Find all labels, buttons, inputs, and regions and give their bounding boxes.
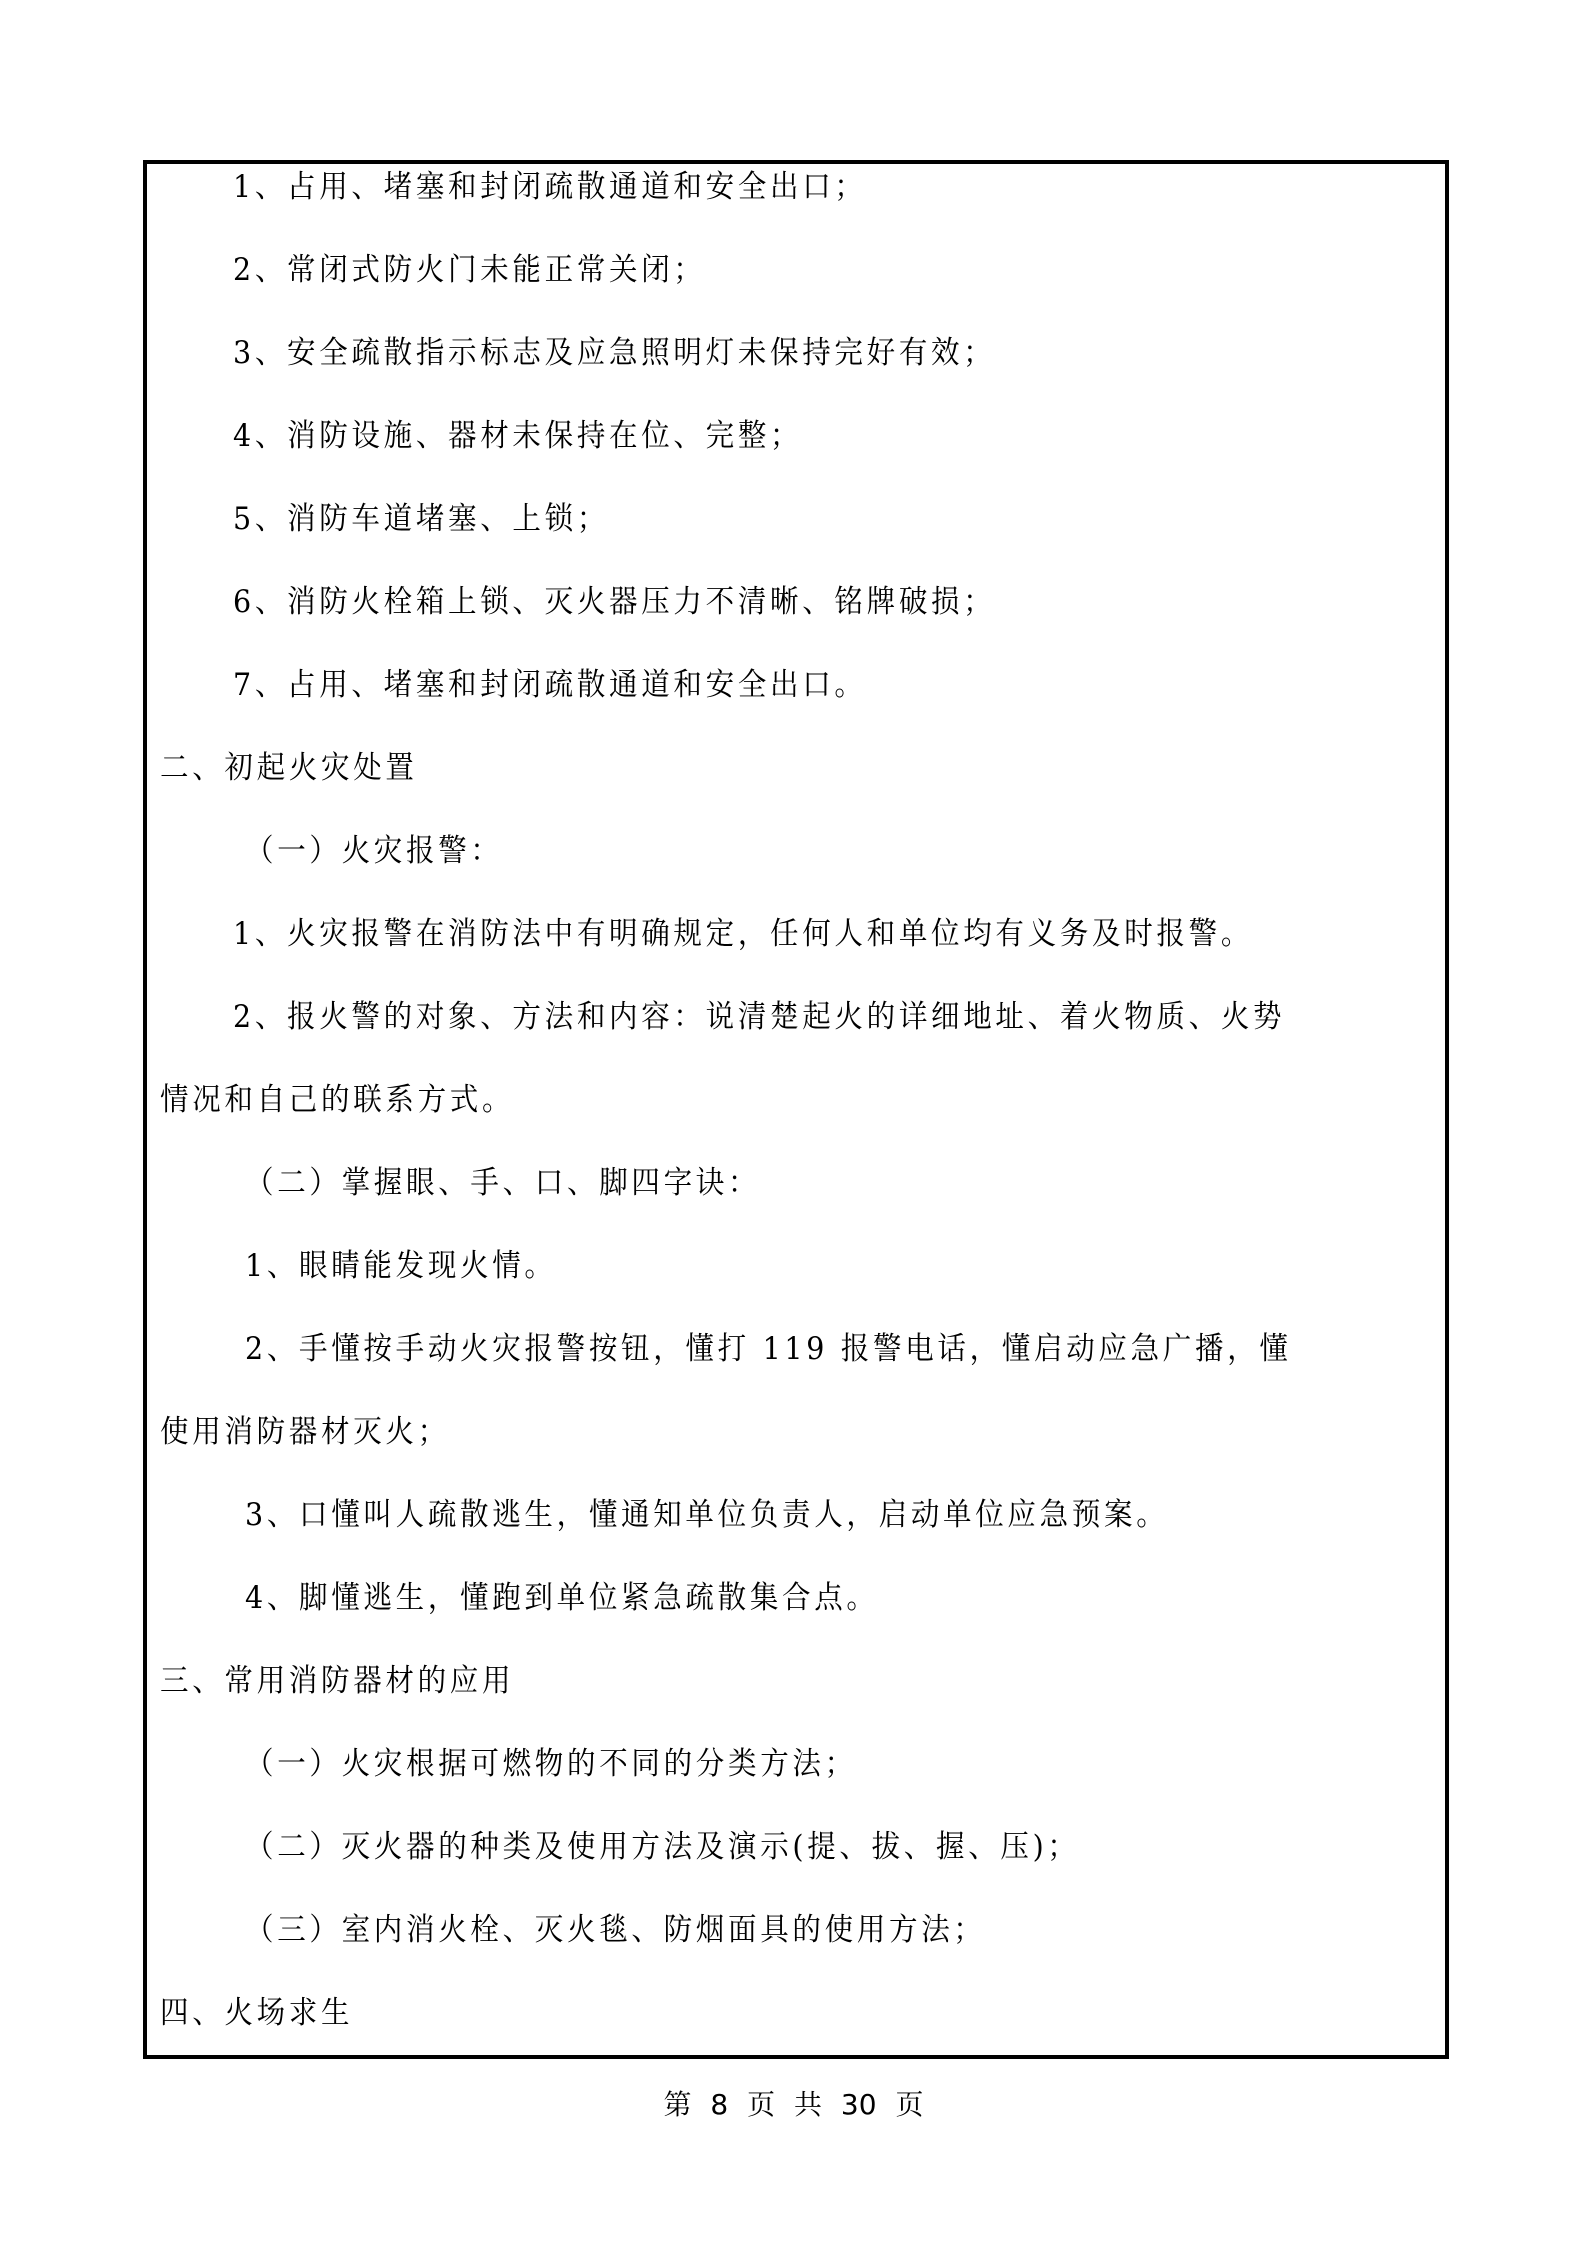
text-line-item-1: 1、占用、堵塞和封闭疏散通道和安全出口； [233,169,867,205]
text-line-mouth: 3、口懂叫人疏散逃生，懂通知单位负责人，启动单位应急预案。 [245,1497,1169,1533]
subsection-heading-fire-alarm: （一）火灾报警： [245,833,503,869]
text-line-item-2: 2、常闭式防火门未能正常关闭； [233,252,706,288]
section-heading-2: 二、初起火灾处置 [160,750,418,786]
subsection-hydrant-blanket-mask: （三）室内消火栓、灭火毯、防烟面具的使用方法； [245,1912,986,1948]
page-footer: 第 8 页 共 30 页 [663,2088,924,2121]
text-line-hand-cont: 使用消防器材灭火； [160,1414,450,1450]
text-line-item-5: 5、消防车道堵塞、上锁； [233,501,610,537]
text-line-foot: 4、脚懂逃生，懂跑到单位紧急疏散集合点。 [245,1580,879,1616]
subsection-extinguisher-types: （二）灭火器的种类及使用方法及演示(提、拔、握、压)； [245,1829,1080,1865]
subsection-fire-classification: （一）火灾根据可燃物的不同的分类方法； [245,1746,857,1782]
text-line-eye: 1、眼睛能发现火情。 [245,1248,557,1284]
text-line-alarm-1: 1、火灾报警在消防法中有明确规定，任何人和单位均有义务及时报警。 [233,916,1254,952]
text-line-item-4: 4、消防设施、器材未保持在位、完整； [233,418,803,454]
subsection-heading-four-rules: （二）掌握眼、手、口、脚四字诀： [245,1165,761,1201]
text-line-item-6: 6、消防火栓箱上锁、灭火器压力不清晰、铭牌破损； [233,584,996,620]
text-line-hand: 2、手懂按手动火灾报警按钮，懂打 119 报警电话，懂启动应急广播，懂 [245,1331,1292,1367]
section-heading-3: 三、常用消防器材的应用 [160,1663,515,1699]
text-line-alarm-2: 2、报火警的对象、方法和内容：说清楚起火的详细地址、着火物质、火势 [233,999,1286,1035]
text-line-item-7: 7、占用、堵塞和封闭疏散通道和安全出口。 [233,667,867,703]
section-heading-4: 四、火场求生 [160,1995,354,2031]
text-line-item-3: 3、安全疏散指示标志及应急照明灯未保持完好有效； [233,335,996,371]
text-line-alarm-2-cont: 情况和自己的联系方式。 [160,1082,515,1118]
